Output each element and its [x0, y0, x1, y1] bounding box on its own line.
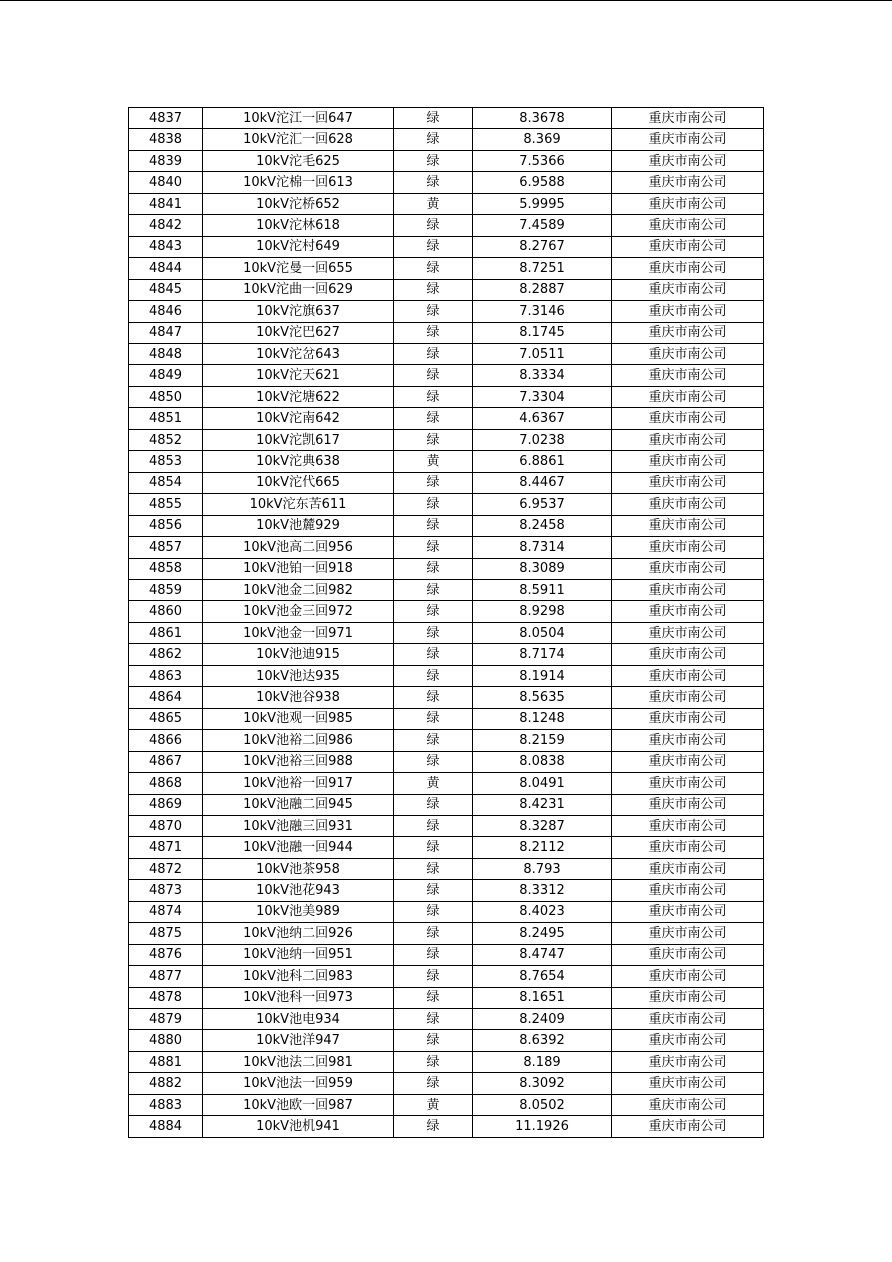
value-cell: 8.3089	[473, 558, 612, 579]
row-index-cell: 4857	[129, 537, 203, 558]
table-row	[129, 687, 764, 708]
table-row	[129, 193, 764, 214]
feeder-name-cell: 10kV池迪915	[203, 644, 394, 665]
table-row	[129, 429, 764, 450]
value-cell: 6.9588	[473, 172, 612, 193]
row-index-cell: 4862	[129, 644, 203, 665]
status-cell: 绿	[394, 708, 473, 729]
table-row	[129, 494, 764, 515]
feeder-name-cell: 10kV沱岔643	[203, 343, 394, 364]
status-cell: 绿	[394, 858, 473, 879]
table-row	[129, 236, 764, 257]
table-row	[129, 279, 764, 300]
feeder-name-cell: 10kV池花943	[203, 880, 394, 901]
row-index-cell: 4864	[129, 687, 203, 708]
company-cell: 重庆市南公司	[612, 279, 764, 300]
status-cell: 绿	[394, 837, 473, 858]
status-cell: 绿	[394, 687, 473, 708]
row-index-cell: 4877	[129, 966, 203, 987]
company-cell: 重庆市南公司	[612, 258, 764, 279]
table-row	[129, 472, 764, 493]
value-cell: 7.4589	[473, 215, 612, 236]
status-cell: 绿	[394, 322, 473, 343]
status-cell: 绿	[394, 794, 473, 815]
status-cell: 绿	[394, 601, 473, 622]
value-cell: 8.793	[473, 858, 612, 879]
table-row	[129, 451, 764, 472]
table-row	[129, 1009, 764, 1030]
value-cell: 8.5635	[473, 687, 612, 708]
row-index-cell: 4881	[129, 1051, 203, 1072]
feeder-name-cell: 10kV沱曲一回629	[203, 279, 394, 300]
status-cell: 绿	[394, 944, 473, 965]
value-cell: 8.4467	[473, 472, 612, 493]
company-cell: 重庆市南公司	[612, 944, 764, 965]
value-cell: 7.3304	[473, 386, 612, 407]
table-row	[129, 172, 764, 193]
feeder-name-cell: 10kV池高二回956	[203, 537, 394, 558]
feeder-name-cell: 10kV沱林618	[203, 215, 394, 236]
value-cell: 8.1745	[473, 322, 612, 343]
feeder-name-cell: 10kV池观一回985	[203, 708, 394, 729]
table-row	[129, 1094, 764, 1115]
company-cell: 重庆市南公司	[612, 365, 764, 386]
row-index-cell: 4855	[129, 494, 203, 515]
feeder-name-cell: 10kV池金二回982	[203, 579, 394, 600]
row-index-cell: 4874	[129, 901, 203, 922]
company-cell: 重庆市南公司	[612, 901, 764, 922]
table-row	[129, 622, 764, 643]
value-cell: 8.3312	[473, 880, 612, 901]
feeder-name-cell: 10kV池裕三回988	[203, 751, 394, 772]
row-index-cell: 4845	[129, 279, 203, 300]
value-cell: 7.0238	[473, 429, 612, 450]
value-cell: 6.8861	[473, 451, 612, 472]
company-cell: 重庆市南公司	[612, 472, 764, 493]
status-cell: 绿	[394, 279, 473, 300]
feeder-name-cell: 10kV池茶958	[203, 858, 394, 879]
feeder-name-cell: 10kV池达935	[203, 665, 394, 686]
table-row	[129, 601, 764, 622]
row-index-cell: 4856	[129, 515, 203, 536]
table-row	[129, 537, 764, 558]
company-cell: 重庆市南公司	[612, 150, 764, 171]
value-cell: 8.0502	[473, 1094, 612, 1115]
status-cell: 黄	[394, 773, 473, 794]
company-cell: 重庆市南公司	[612, 193, 764, 214]
status-cell: 绿	[394, 644, 473, 665]
status-cell: 绿	[394, 258, 473, 279]
company-cell: 重庆市南公司	[612, 429, 764, 450]
row-index-cell: 4867	[129, 751, 203, 772]
row-index-cell: 4871	[129, 837, 203, 858]
feeder-name-cell: 10kV沱巴627	[203, 322, 394, 343]
feeder-name-cell: 10kV池谷938	[203, 687, 394, 708]
status-cell: 黄	[394, 193, 473, 214]
row-index-cell: 4842	[129, 215, 203, 236]
row-index-cell: 4875	[129, 923, 203, 944]
row-index-cell: 4853	[129, 451, 203, 472]
feeder-name-cell: 10kV沱典638	[203, 451, 394, 472]
feeder-name-cell: 10kV沱南642	[203, 408, 394, 429]
company-cell: 重庆市南公司	[612, 322, 764, 343]
table-row	[129, 837, 764, 858]
table-row	[129, 579, 764, 600]
row-index-cell: 4854	[129, 472, 203, 493]
company-cell: 重庆市南公司	[612, 601, 764, 622]
company-cell: 重庆市南公司	[612, 880, 764, 901]
status-cell: 绿	[394, 558, 473, 579]
company-cell: 重庆市南公司	[612, 987, 764, 1008]
value-cell: 8.2159	[473, 730, 612, 751]
company-cell: 重庆市南公司	[612, 236, 764, 257]
row-index-cell: 4846	[129, 301, 203, 322]
feeder-name-cell: 10kV沱村649	[203, 236, 394, 257]
table-body	[129, 108, 764, 1138]
table-row	[129, 773, 764, 794]
row-index-cell: 4860	[129, 601, 203, 622]
company-cell: 重庆市南公司	[612, 794, 764, 815]
status-cell: 绿	[394, 987, 473, 1008]
company-cell: 重庆市南公司	[612, 644, 764, 665]
table-row	[129, 322, 764, 343]
row-index-cell: 4863	[129, 665, 203, 686]
value-cell: 8.3678	[473, 108, 612, 129]
value-cell: 8.7654	[473, 966, 612, 987]
page-top-border	[0, 0, 892, 1]
company-cell: 重庆市南公司	[612, 408, 764, 429]
row-index-cell: 4868	[129, 773, 203, 794]
status-cell: 绿	[394, 815, 473, 836]
feeder-name-cell: 10kV池法二回981	[203, 1051, 394, 1072]
company-cell: 重庆市南公司	[612, 129, 764, 150]
feeder-name-cell: 10kV池裕一回917	[203, 773, 394, 794]
feeder-name-cell: 10kV沱旗637	[203, 301, 394, 322]
row-index-cell: 4884	[129, 1116, 203, 1137]
feeder-name-cell: 10kV沱汇一回628	[203, 129, 394, 150]
table-row	[129, 408, 764, 429]
status-cell: 绿	[394, 901, 473, 922]
row-index-cell: 4839	[129, 150, 203, 171]
company-cell: 重庆市南公司	[612, 579, 764, 600]
table-row	[129, 901, 764, 922]
company-cell: 重庆市南公司	[612, 215, 764, 236]
row-index-cell: 4844	[129, 258, 203, 279]
row-index-cell: 4849	[129, 365, 203, 386]
feeder-name-cell: 10kV池融二回945	[203, 794, 394, 815]
feeder-name-cell: 10kV沱东苦611	[203, 494, 394, 515]
status-cell: 绿	[394, 923, 473, 944]
value-cell: 8.369	[473, 129, 612, 150]
feeder-name-cell: 10kV池美989	[203, 901, 394, 922]
row-index-cell: 4850	[129, 386, 203, 407]
status-cell: 绿	[394, 1073, 473, 1094]
company-cell: 重庆市南公司	[612, 966, 764, 987]
status-cell: 绿	[394, 429, 473, 450]
row-index-cell: 4878	[129, 987, 203, 1008]
feeder-name-cell: 10kV沱天621	[203, 365, 394, 386]
status-cell: 绿	[394, 472, 473, 493]
table-row	[129, 258, 764, 279]
status-cell: 绿	[394, 365, 473, 386]
feeder-name-cell: 10kV沱塘622	[203, 386, 394, 407]
status-cell: 绿	[394, 215, 473, 236]
status-cell: 黄	[394, 1094, 473, 1115]
value-cell: 8.0504	[473, 622, 612, 643]
value-cell: 8.2409	[473, 1009, 612, 1030]
row-index-cell: 4841	[129, 193, 203, 214]
feeder-name-cell: 10kV池欧一回987	[203, 1094, 394, 1115]
row-index-cell: 4840	[129, 172, 203, 193]
feeder-name-cell: 10kV池麓929	[203, 515, 394, 536]
table-row	[129, 730, 764, 751]
status-cell: 绿	[394, 1051, 473, 1072]
table-row	[129, 150, 764, 171]
company-cell: 重庆市南公司	[612, 1116, 764, 1137]
feeder-name-cell: 10kV池金一回971	[203, 622, 394, 643]
feeder-name-cell: 10kV沱江一回647	[203, 108, 394, 129]
company-cell: 重庆市南公司	[612, 1030, 764, 1051]
row-index-cell: 4880	[129, 1030, 203, 1051]
feeder-name-cell: 10kV池融三回931	[203, 815, 394, 836]
company-cell: 重庆市南公司	[612, 451, 764, 472]
table-row	[129, 708, 764, 729]
value-cell: 8.2458	[473, 515, 612, 536]
value-cell: 8.0491	[473, 773, 612, 794]
feeder-name-cell: 10kV沱棉一回613	[203, 172, 394, 193]
company-cell: 重庆市南公司	[612, 494, 764, 515]
row-index-cell: 4869	[129, 794, 203, 815]
row-index-cell: 4847	[129, 322, 203, 343]
value-cell: 8.3092	[473, 1073, 612, 1094]
value-cell: 8.7174	[473, 644, 612, 665]
status-cell: 绿	[394, 730, 473, 751]
value-cell: 6.9537	[473, 494, 612, 515]
company-cell: 重庆市南公司	[612, 751, 764, 772]
value-cell: 7.5366	[473, 150, 612, 171]
table-row	[129, 301, 764, 322]
table-row	[129, 751, 764, 772]
feeder-name-cell: 10kV池法一回959	[203, 1073, 394, 1094]
table-row	[129, 858, 764, 879]
company-cell: 重庆市南公司	[612, 687, 764, 708]
company-cell: 重庆市南公司	[612, 730, 764, 751]
value-cell: 8.4747	[473, 944, 612, 965]
row-index-cell: 4882	[129, 1073, 203, 1094]
feeder-name-cell: 10kV池铂一回918	[203, 558, 394, 579]
status-cell: 绿	[394, 515, 473, 536]
value-cell: 8.5911	[473, 579, 612, 600]
value-cell: 8.4023	[473, 901, 612, 922]
status-cell: 绿	[394, 1116, 473, 1137]
row-index-cell: 4859	[129, 579, 203, 600]
value-cell: 8.7251	[473, 258, 612, 279]
row-index-cell: 4870	[129, 815, 203, 836]
value-cell: 8.7314	[473, 537, 612, 558]
value-cell: 8.3287	[473, 815, 612, 836]
table-row	[129, 987, 764, 1008]
company-cell: 重庆市南公司	[612, 665, 764, 686]
company-cell: 重庆市南公司	[612, 343, 764, 364]
table-row	[129, 880, 764, 901]
feeder-name-cell: 10kV池科二回983	[203, 966, 394, 987]
status-cell: 绿	[394, 751, 473, 772]
table-row	[129, 944, 764, 965]
row-index-cell: 4858	[129, 558, 203, 579]
value-cell: 7.3146	[473, 301, 612, 322]
table-row	[129, 365, 764, 386]
feeder-name-cell: 10kV池金三回972	[203, 601, 394, 622]
value-cell: 8.6392	[473, 1030, 612, 1051]
table-row	[129, 129, 764, 150]
row-index-cell: 4851	[129, 408, 203, 429]
value-cell: 8.2112	[473, 837, 612, 858]
row-index-cell: 4865	[129, 708, 203, 729]
table-row	[129, 794, 764, 815]
table-row	[129, 386, 764, 407]
table-row	[129, 1073, 764, 1094]
row-index-cell: 4876	[129, 944, 203, 965]
company-cell: 重庆市南公司	[612, 773, 764, 794]
table-row	[129, 558, 764, 579]
table-row	[129, 1051, 764, 1072]
company-cell: 重庆市南公司	[612, 172, 764, 193]
table-row	[129, 815, 764, 836]
company-cell: 重庆市南公司	[612, 108, 764, 129]
table-row	[129, 665, 764, 686]
company-cell: 重庆市南公司	[612, 301, 764, 322]
row-index-cell: 4879	[129, 1009, 203, 1030]
company-cell: 重庆市南公司	[612, 1009, 764, 1030]
status-cell: 绿	[394, 1030, 473, 1051]
row-index-cell: 4873	[129, 880, 203, 901]
feeder-name-cell: 10kV池电934	[203, 1009, 394, 1030]
table-row	[129, 215, 764, 236]
status-cell: 黄	[394, 451, 473, 472]
value-cell: 8.2767	[473, 236, 612, 257]
company-cell: 重庆市南公司	[612, 622, 764, 643]
value-cell: 8.189	[473, 1051, 612, 1072]
status-cell: 绿	[394, 301, 473, 322]
row-index-cell: 4843	[129, 236, 203, 257]
value-cell: 8.1248	[473, 708, 612, 729]
company-cell: 重庆市南公司	[612, 558, 764, 579]
value-cell: 8.0838	[473, 751, 612, 772]
row-index-cell: 4838	[129, 129, 203, 150]
status-cell: 绿	[394, 408, 473, 429]
company-cell: 重庆市南公司	[612, 1051, 764, 1072]
feeder-table	[128, 107, 764, 1138]
status-cell: 绿	[394, 494, 473, 515]
row-index-cell: 4866	[129, 730, 203, 751]
company-cell: 重庆市南公司	[612, 537, 764, 558]
value-cell: 8.3334	[473, 365, 612, 386]
table-row	[129, 923, 764, 944]
value-cell: 7.0511	[473, 343, 612, 364]
feeder-name-cell: 10kV池裕二回986	[203, 730, 394, 751]
company-cell: 重庆市南公司	[612, 815, 764, 836]
feeder-name-cell: 10kV池纳一回951	[203, 944, 394, 965]
value-cell: 11.1926	[473, 1116, 612, 1137]
status-cell: 绿	[394, 665, 473, 686]
table-row	[129, 1030, 764, 1051]
feeder-name-cell: 10kV池机941	[203, 1116, 394, 1137]
status-cell: 绿	[394, 1009, 473, 1030]
feeder-name-cell: 10kV沱曼一回655	[203, 258, 394, 279]
value-cell: 4.6367	[473, 408, 612, 429]
value-cell: 8.2887	[473, 279, 612, 300]
status-cell: 绿	[394, 108, 473, 129]
company-cell: 重庆市南公司	[612, 1094, 764, 1115]
table-row	[129, 966, 764, 987]
status-cell: 绿	[394, 172, 473, 193]
row-index-cell: 4848	[129, 343, 203, 364]
company-cell: 重庆市南公司	[612, 708, 764, 729]
status-cell: 绿	[394, 880, 473, 901]
status-cell: 绿	[394, 386, 473, 407]
feeder-name-cell: 10kV池科一回973	[203, 987, 394, 1008]
status-cell: 绿	[394, 129, 473, 150]
feeder-name-cell: 10kV沱桥652	[203, 193, 394, 214]
value-cell: 8.2495	[473, 923, 612, 944]
feeder-name-cell: 10kV沱毛625	[203, 150, 394, 171]
company-cell: 重庆市南公司	[612, 858, 764, 879]
company-cell: 重庆市南公司	[612, 837, 764, 858]
status-cell: 绿	[394, 579, 473, 600]
table-row	[129, 343, 764, 364]
row-index-cell: 4872	[129, 858, 203, 879]
value-cell: 8.1651	[473, 987, 612, 1008]
status-cell: 绿	[394, 966, 473, 987]
status-cell: 绿	[394, 150, 473, 171]
status-cell: 绿	[394, 622, 473, 643]
feeder-name-cell: 10kV沱凯617	[203, 429, 394, 450]
value-cell: 8.4231	[473, 794, 612, 815]
company-cell: 重庆市南公司	[612, 515, 764, 536]
value-cell: 8.1914	[473, 665, 612, 686]
feeder-name-cell: 10kV池纳二回926	[203, 923, 394, 944]
table-row	[129, 1116, 764, 1137]
table-row	[129, 644, 764, 665]
row-index-cell: 4883	[129, 1094, 203, 1115]
value-cell: 8.9298	[473, 601, 612, 622]
company-cell: 重庆市南公司	[612, 386, 764, 407]
table-row	[129, 108, 764, 129]
status-cell: 绿	[394, 343, 473, 364]
status-cell: 绿	[394, 236, 473, 257]
row-index-cell: 4852	[129, 429, 203, 450]
row-index-cell: 4861	[129, 622, 203, 643]
row-index-cell: 4837	[129, 108, 203, 129]
feeder-name-cell: 10kV池融一回944	[203, 837, 394, 858]
value-cell: 5.9995	[473, 193, 612, 214]
company-cell: 重庆市南公司	[612, 923, 764, 944]
feeder-name-cell: 10kV沱代665	[203, 472, 394, 493]
company-cell: 重庆市南公司	[612, 1073, 764, 1094]
feeder-name-cell: 10kV池洋947	[203, 1030, 394, 1051]
status-cell: 绿	[394, 537, 473, 558]
table-row	[129, 515, 764, 536]
